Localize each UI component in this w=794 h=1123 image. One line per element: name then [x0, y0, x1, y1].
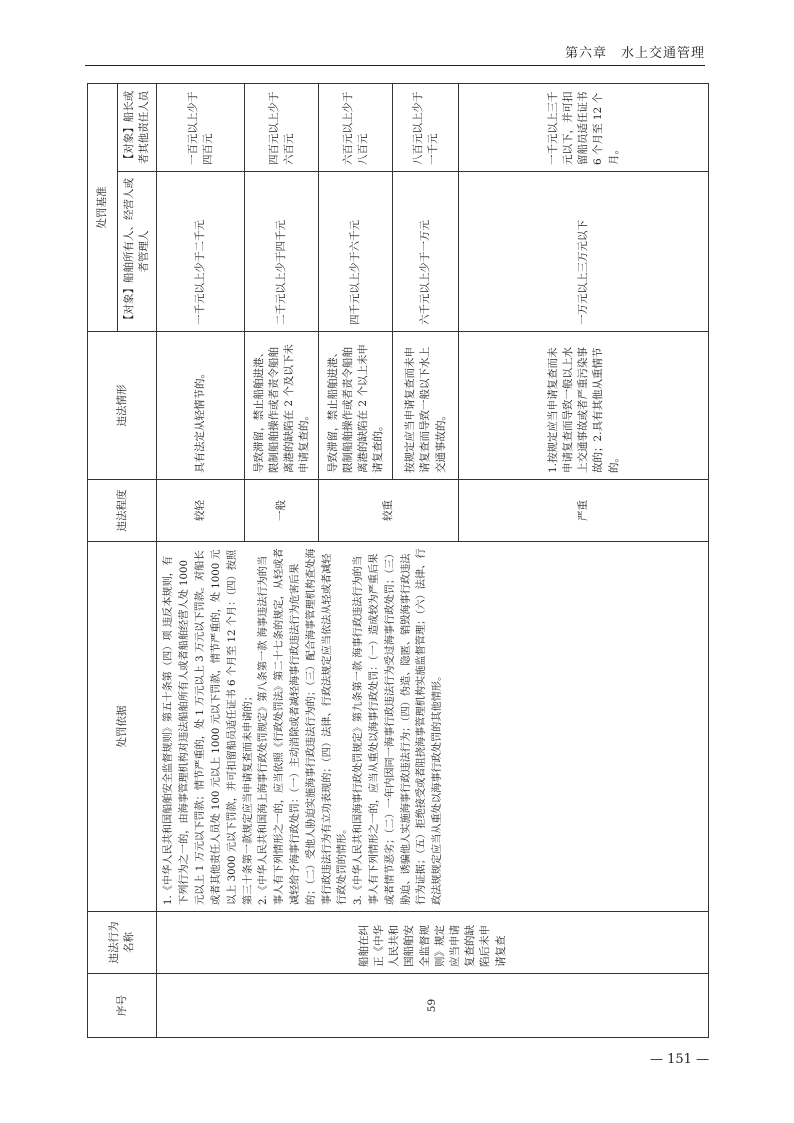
header-target-captain: 【对象】船长或者其他责任人员 [118, 84, 157, 172]
row-violation-name: 船舶在纠正《中华人民共和国船舶安全监督规则》规定应当申请复查的缺陷后未申请复查 [157, 912, 709, 974]
penalty-table-frame [87, 84, 709, 1038]
owner-penalty-light: 一千元以上少于二千元 [157, 172, 245, 332]
header-rule [85, 65, 705, 66]
page-number: — 151 — [650, 1052, 710, 1067]
header-name: 违法行为名称 [88, 912, 157, 974]
captain-penalty-heavy-2: 八百元以上少于一千元 [393, 84, 459, 172]
captain-penalty-normal: 四百元以上少于六百元 [245, 84, 319, 172]
row-seq: 59 [157, 974, 709, 1038]
page-header [85, 40, 705, 64]
degree-light: 较轻 [157, 480, 245, 542]
situation-severe: 1.按规定应当申请复查而未申请复查而导致一般以上水上交通事故或者严重污染事故的；2.具有其他从重情节的。 [459, 332, 709, 480]
owner-penalty-severe: 一万元以上三万元以下 [459, 172, 709, 332]
chapter-title: 第六章 水上交通管理 [564, 46, 705, 61]
basis-item-2: 2.《中华人民共和国海上海事行政处罚规定》第八条第一款 海事违法行为的当事人有下列情形之一的，应当依照《行政处罚法》第二十七条的规定，从轻或者减轻给予海事行政处罚：（一）主动消除或者减轻海事行政违法行为危害后果的；（二）受他人胁迫实施海事行政违法行为的；（三）配合海事管理机构查处海事行政违法行为有立功表现的；（四）法律、行政法规定应当依法从轻或者减轻行政处罚的情形。 [258, 548, 349, 905]
header-basis: 处罚依据 [88, 542, 157, 912]
owner-penalty-heavy-2: 六千元以上少于一万元 [393, 172, 459, 332]
degree-normal: 一般 [245, 480, 319, 542]
captain-penalty-light: 一百元以上少于四百元 [157, 84, 245, 172]
header-standard: 处罚基准 [88, 84, 118, 332]
penalty-table [87, 83, 709, 1038]
captain-penalty-severe: 一千元以上三千元以下，并可扣留船员适任证书 6 个月至 12 个月。 [459, 84, 709, 172]
owner-penalty-normal: 二千元以上少于四千元 [245, 172, 319, 332]
basis-item-1: 1.《中华人民共和国船舶安全监督规则》第五十条第（四）项 违反本规则，有下列行为之一的，由海事管理机构对违法船舶所有人或者船舶经营人处 1000 元以上 1 万元以下罚款；情节严重的，处 1 万元以上 3 万元以下罚款。对船长或者其他责任人员处 100 元以上 1000 元以下罚款，情节严重的，处 1000 元以上 3000 元以下罚款，并可扣留船员适任证书 6 个月至 12 个月：（四）按照第三十条第一款规定应当申请复查而未申请的； [163, 549, 254, 905]
degree-heavy: 较重 [319, 480, 459, 542]
owner-penalty-heavy-1: 四千元以上少于六千元 [319, 172, 393, 332]
header-situation: 违法情形 [88, 332, 157, 480]
situation-normal: 导致滞留，禁止船舶进港、限制船舶操作或者责令船舶离港的缺陷在 2 个及以下未申请复查的。 [245, 332, 319, 480]
penalty-table-rotated [87, 84, 709, 1038]
basis-item-3: 3.《中华人民共和国海事行政处罚规定》第九条第一款 海事行政违法行为的当事人有下列情形之一的，应当从重处以海事行政处罚：（一）造成较为严重后果或者情节恶劣；（二）一年内因同一海事行政违法行为受过海事行政处罚；（三）胁迫、诱骗他人实施海事行政违法行为；（四）伪造、隐匿、销毁海事行政违法行为证据；（五）拒绝接受或者阻挠海事管理机构实施监督管理；（六）法律、行政法规规定应当从重处以海事行政处罚的其他情形。 [353, 548, 444, 905]
header-degree: 违法程度 [88, 480, 157, 542]
header-target-owner: 【对象】船舶所有人、经营人或者管理人 [118, 172, 157, 332]
header-seq: 序号 [88, 974, 157, 1038]
situation-light: 具有法定从轻情节的。 [157, 332, 245, 480]
degree-severe: 严重 [459, 480, 709, 542]
row-basis [157, 542, 709, 912]
situation-heavy-2: 按规定应当申请复查而未申请复查而导致一般以下水上交通事故的。 [393, 332, 459, 480]
situation-heavy-1: 导致滞留，禁止船舶进港、限制船舶操作或者责令船舶离港的缺陷在 2 个以上未申请复查的。 [319, 332, 393, 480]
captain-penalty-heavy-1: 六百元以上少于八百元 [319, 84, 393, 172]
